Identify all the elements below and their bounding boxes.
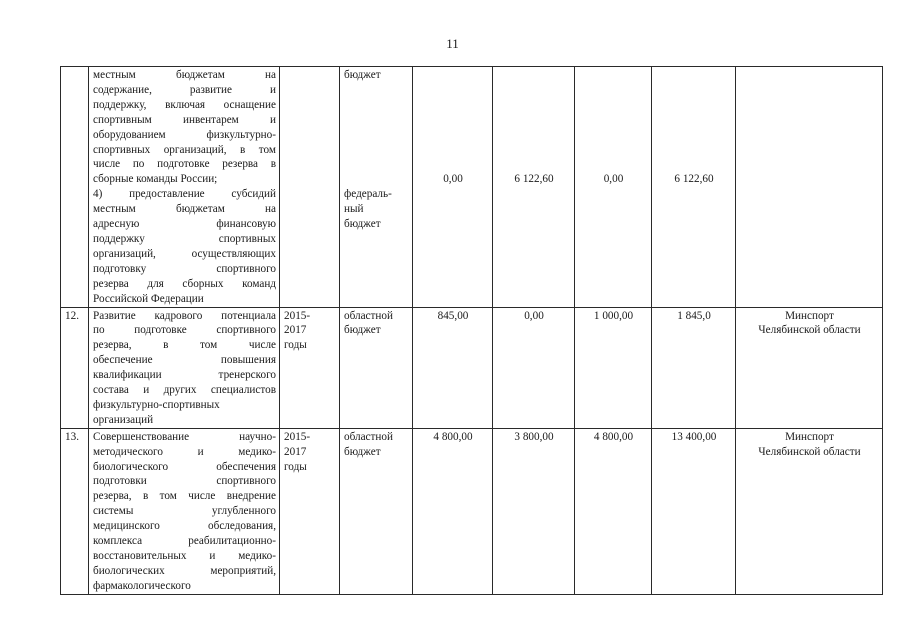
page-number: 11 [446,36,459,51]
period [280,67,340,308]
row-number: 12. [61,307,89,428]
funding-source: областной бюджет [340,428,413,594]
table-row [61,67,883,308]
value-2016: 3 800,00 [493,428,575,594]
table-row [61,307,883,428]
funding-source: областной бюджет [340,307,413,428]
activity-description: Развитие кадрового потенциала по подготовке спортивного резерва, в том числе обеспечение повышения квалификации тренерского состава и других специалистов физкультурно-спортивных организаций [89,307,280,428]
value-2015: 845,00 [413,307,493,428]
value-2017: 0,00 [575,67,652,308]
responsible [736,67,883,308]
row-number: 13. [61,428,89,594]
value-total: 6 122,60 [652,67,736,308]
responsible: Минспорт Челябинской области [736,428,883,594]
responsible: Минспорт Челябинской области [736,307,883,428]
value-total: 1 845,0 [652,307,736,428]
activities-table [60,66,883,595]
value-2017: 4 800,00 [575,428,652,594]
table-row [61,428,883,594]
activity-description: Совершенствование научно- методического и медико- биологического обеспечения подготовки спортивного резерва, в том числе внедрение системы углубленного медицинского обследования, комплекса реабилитационно- восстановительных и медико- биологических мероприятий, фармакологического [89,428,280,594]
value-total: 13 400,00 [652,428,736,594]
activity-description: местным бюджетам на содержание, развитие и поддержку, включая оснащение спортивным инвентарем и оборудованием физкультурно- спортивных организаций, в том числе по подготовке резерва в сборные команды России; 4) предоставление субсидий местным бюджетам на адресную финансовую поддержку спортивных организаций, осуществляющих подготовку спортивного резерва для сборных команд Российской Федерации [89,67,280,308]
period: 2015- 2017 годы [280,307,340,428]
row-number [61,67,89,308]
value-2016: 6 122,60 [493,67,575,308]
period: 2015- 2017 годы [280,428,340,594]
value-2015: 0,00 [413,67,493,308]
value-2015: 4 800,00 [413,428,493,594]
value-2017: 1 000,00 [575,307,652,428]
funding-source: бюджет федераль- ный бюджет [340,67,413,308]
value-2016: 0,00 [493,307,575,428]
